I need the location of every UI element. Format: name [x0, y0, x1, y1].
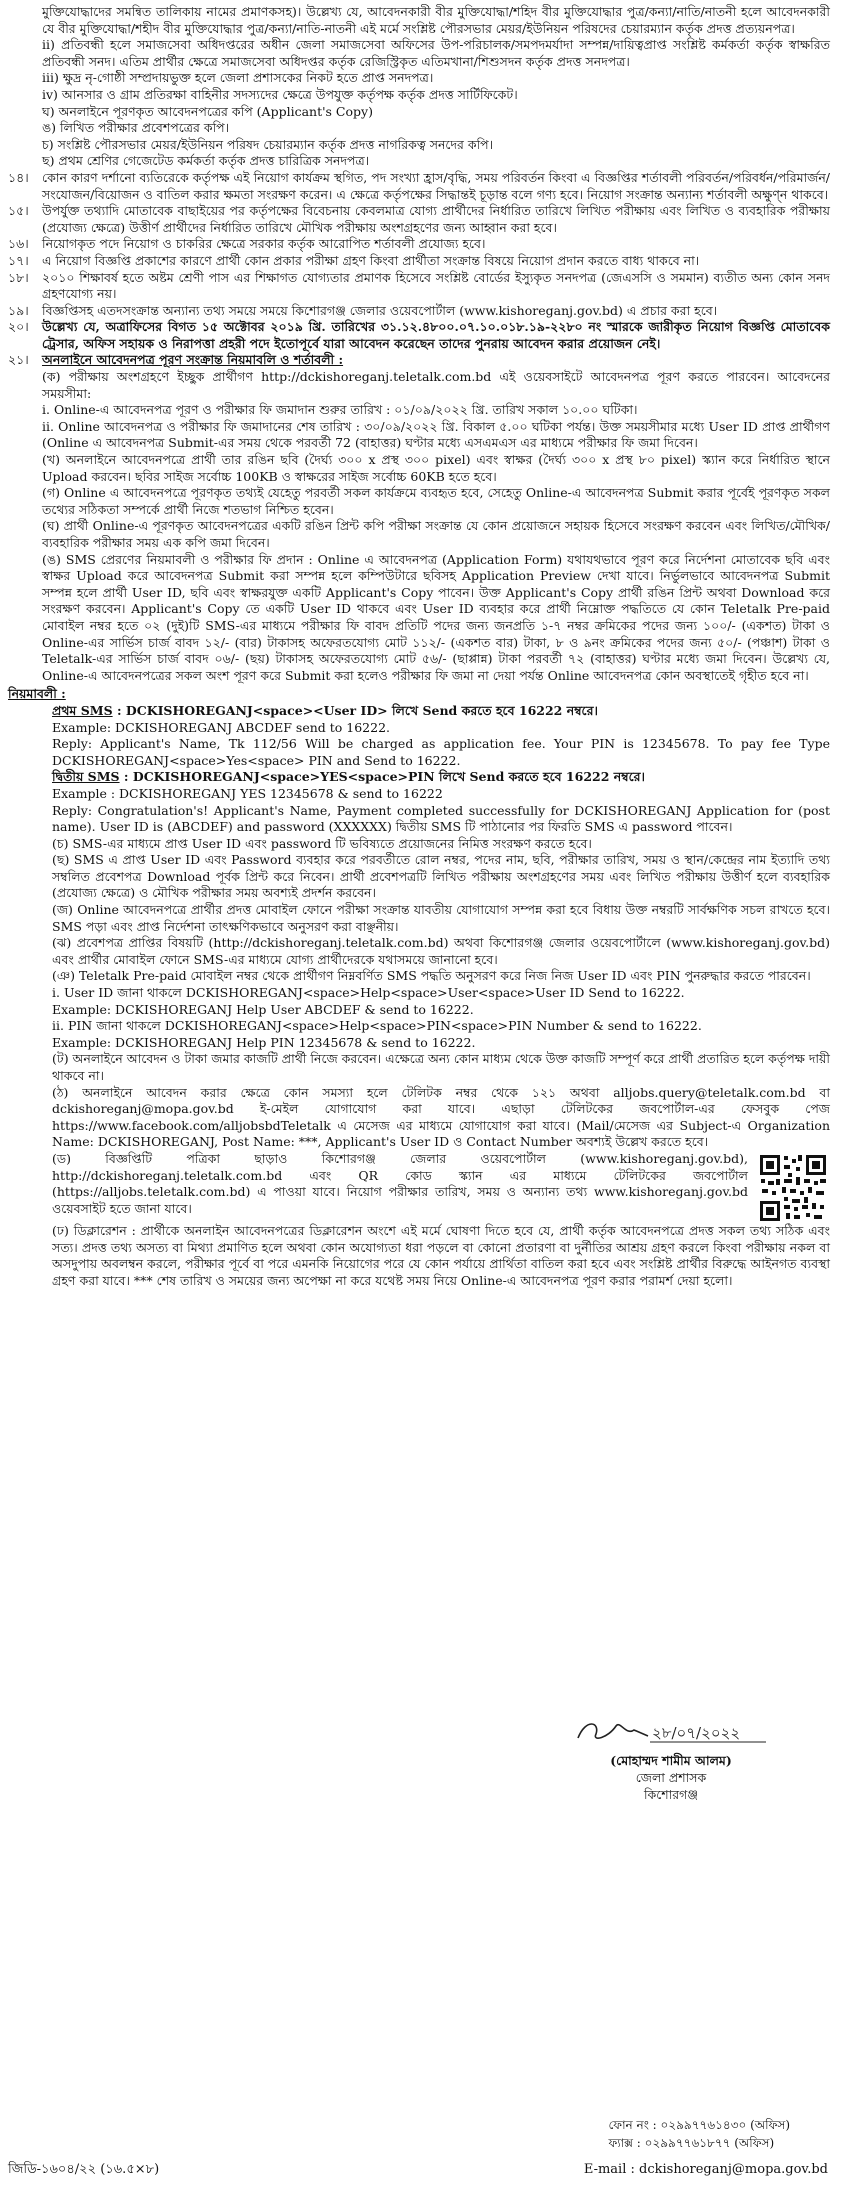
section-21 — [8, 352, 830, 684]
sms1-text: : DCKISHOREGANJ<space><User ID> লিখে Send করতে হবে 16222 নম্বরে। — [112, 702, 598, 718]
intro-items — [8, 37, 830, 170]
sms1-reply: Reply: Applicant's Name, Tk 112/56 Will be charged as application fee. Your PIN is 12345678. To pay fee Type DCKISHOREGANJ<space>Yes<space> PIN and Send to 16222. — [52, 736, 830, 768]
clause-14 — [8, 170, 830, 203]
signature-block — [556, 1708, 786, 1803]
section-21-ga: (গ) Online এ আবেদনপত্রে পূরণকৃত তথ্যই যেহেতু পরবর্তী সকল কার্যক্রমে ব্যবহৃত হবে, সেহেতু Online-এ আবেদনপত্র Submit করার পূর্বেই পূরণকৃত সকল তথ্যের সঠিকতা সম্পর্কে প্রার্থী নিজে শতভাগ নিশ্চিত হবেন। — [42, 485, 830, 517]
clause-19 — [8, 303, 830, 320]
signatory-designation: জেলা প্রশাসক — [635, 1770, 707, 1785]
sms2-line — [52, 769, 830, 786]
clause-text: এ নিয়োগ বিজ্ঞপ্তি প্রকাশের কারণে প্রার্থী কোন প্রকার পরীক্ষা গ্রহণ কিংবা প্রার্থীতা সংক্রান্ত বিষয়ে নিয়োগ প্রদান করতে বাধ্য থাকবে না। — [42, 252, 700, 268]
sms2-label: দ্বিতীয় SMS — [52, 769, 120, 785]
rule-tha: (ঠ) অনলাইনে আবেদন করার ক্ষেত্রে কোন সমস্যা হলে টেলিটক নম্বর থেকে ১২১ অথবা alljobs.query@teletalk.com.bd বা dckishoreganj@mopa.gov.bd ই-মেইল যোগাযোগ করা যাবে। এছাড়া টেলিটকের জবপোর্টাল-এর ফেসবুক পেজ https://www.facebook.com/alljobsbdTeletalk এ মেসেজ এর মাধ্যমে যোগাযোগ করা যাবে। (Mail/মেসেজ এর Subject-এ Organization Name: DCKISHOREGANJ, Post Name: ***, Applicant's User ID ও Contact Number অবশ্যই উল্লেখ করতে হবে। — [52, 1084, 830, 1150]
section-21-title: অনলাইনে আবেদনপত্র পূরণ সংক্রান্ত নিয়মাবলি ও শর্তাবলী : — [42, 352, 344, 368]
section-21-i: i. Online-এ আবেদনপত্র পূরণ ও পরীক্ষার ফি জমাদান শুরুর তারিখ : ০১/০৯/২০২২ খ্রি. তারিখ সকাল ১০.০০ ঘটিকা। — [42, 402, 638, 418]
rule-da: (ড) বিজ্ঞপ্তিটি পত্রিকা ছাড়াও কিশোরগঞ্জ জেলার ওয়েবপোর্টাল (www.kishoreganj.gov.bd), http://dckishoreganj.teletalk.com.bd এবং QR কোড স্ক্যান এর মাধ্যমে টেলিটকের জবপোর্টাল (https://alljobs.teletalk.com.bd) এ পাওয়া যাবে। নিয়োগ পরীক্ষার তারিখ, সময় ও অন্যান্য তথ্য www.kishoreganj.gov.bd ওয়েবসাইট হতে জানা যাবে। — [52, 1150, 748, 1216]
rule-r2-example: Example: DCKISHOREGANJ Help PIN 12345678 & send to 16222. — [52, 1034, 476, 1050]
clause-number: ১৯। — [8, 302, 29, 318]
intro-item: iv) আনসার ও গ্রাম প্রতিরক্ষা বাহিনীর সদস্যদের ক্ষেত্রে উপযুক্ত কর্তৃপক্ষ কর্তৃক প্রদত্ত সার্টিফিকেট। — [42, 86, 518, 102]
signature-date: ২৮/০৭/২০২২ — [652, 1724, 741, 1742]
section-21-umo: (ঙ) SMS প্রেরণের নিয়মাবলী ও পরীক্ষার ফি প্রদান : Online এ আবেদনপত্র (Application Form) যথাযথভাবে পূরণ করে নির্দেশনা মোতাবেক ছবি এবং স্বাক্ষর Upload করে আবেদনপত্র Submit করা সম্পন্ন হলে কম্পিউটারে ছবিসহ Application Preview দেখা যাবে। নির্ভুলভাবে আবেদনপত্র Submit সম্পন্ন হলে প্রার্থী User ID, ছবি এবং স্বাক্ষরযুক্ত একটি Applicant's Copy পাবেন। উক্ত Applicant's Copy প্রার্থী রঙিন প্রিন্ট অথবা Download করে সংরক্ষণ করবেন। Applicant's Copy তে একটি User ID থাকবে এবং User ID ব্যবহার করে প্রার্থী নিম্নোক্ত পদ্ধতিতে যে কোন Teletalk Pre-paid মোবাইল নম্বর হতে ০২ (দুই)টি SMS-এর মাধ্যমে পরীক্ষার ফি বাবদ প্রতিটি পদের জন্য জনপ্রতি ১-৭ নম্বর ক্রমিকের পদের জন্য ১০০/- (একশত) টাকা ও Online-এর সার্ভিস চার্জ বাবদ ১২/- (বার) টাকাসহ অফেরতযোগ্য মোট ১১২/- (একশত বার) টাকা, ৮ ও ৯নং ক্রমিকের পদের জন্য ৫০/- (পঞ্চাশ) টাকা ও Teletalk-এর সার্ভিস চার্জ বাবদ ০৬/- (ছয়) টাকাসহ অফেরতযোগ্য মোট ৫৬/- (ছাপ্পান্ন) টাকা পরবর্তী ৭২ (বাহাত্তর) ঘণ্টার মধ্যে জমা দিবেন। উল্লেখ্য যে, Online-এ আবেদনপত্রের সকল অংশ পূরণ করে Submit করা হলেও পরীক্ষার ফি জমা না দেয়া পর্যন্ত Online আবেদনপত্র কোন অবস্থাতেই গৃহীত হবে না। — [42, 551, 830, 683]
rule-cha: (চ) SMS-এর মাধ্যমে প্রাপ্ত User ID এবং password টি ভবিষ্যতে প্রয়োজনের নিমিত্ত সংরক্ষণ করতে হবে। — [52, 835, 592, 851]
sms1-example: Example: DCKISHOREGANJ ABCDEF send to 16222. — [52, 719, 391, 735]
sms1-line — [52, 703, 830, 720]
rule-r2: ii. PIN জানা থাকলে DCKISHOREGANJ<space>Help<space>PIN<space>PIN Number & send to 16222. — [52, 1018, 702, 1034]
rule-chha: (ছ) SMS এ প্রাপ্ত User ID এবং Password ব্যবহার করে পরবর্তীতে রোল নম্বর, পদের নাম, ছবি, পরীক্ষার তারিখ, সময় ও স্থান/কেন্দ্রের নাম ইত্যাদি তথ্য সম্বলিত প্রবেশপত্র Download পূর্বক প্রিন্ট করে নিবেন। প্রার্থী প্রবেশপত্রটি লিখিত পরীক্ষায় অংশগ্রহণের সময় এবং লিখিত পরীক্ষায় উত্তীর্ণ হলে ব্যবহারিক (প্রযোজ্য ক্ষেত্রে) ও মৌখিক পরীক্ষার সময় অবশ্যই প্রদর্শন করবেন। — [52, 852, 830, 901]
signatory-district: কিশোরগঞ্জ — [643, 1787, 699, 1802]
sms2-text: : DCKISHOREGANJ<space>YES<space>PIN লিখে Send করতে হবে 16222 নম্বরে। — [119, 769, 645, 785]
section-21-kha: (খ) অনলাইনে আবেদনপত্রে প্রার্থী তার রঙিন ছবি (দৈর্ঘ্য ৩০০ x প্রস্থ ৩০০ pixel) এবং স্বাক্ষর (দৈর্ঘ্য ৩০০ x প্রস্থ ৮০ pixel) স্ক্যান করে নির্ধারিত স্থানে Upload করবেন। ছবির সাইজ সর্বোচ্চ 100KB ও স্বাক্ষরের সাইজ সর্বোচ্চ 60KB হতে হবে। — [42, 452, 830, 484]
phone-number: ফোন নং : ০২৯৯৭৭৬১৪৩০ (অফিস) — [608, 2118, 790, 2132]
section-21-gha: (ঘ) প্রার্থী Online-এ পূরণকৃত আবেদনপত্রের একটি রঙিন প্রিন্ট কপি পরীক্ষা সংক্রান্ত যে কোন প্রয়োজনে সহায়ক হিসেবে সংরক্ষণ করবেন এবং লিখিত/মৌখিক/ব্যবহারিক পরীক্ষার সময় এক কপি জমা দিবেন। — [42, 518, 830, 550]
clause-text: ২০১০ শিক্ষাবর্ষ হতে অষ্টম শ্রেণী পাস এর শিক্ষাগত যোগ্যতার প্রমাণক হিসেবে সংশ্লিষ্ট বোর্ডের ইস্যুকৃত সনদপত্র (জেএসসি ও সমমান) ব্যতীত অন্য কোন সনদ গ্রহণযোগ্য নয়। — [42, 269, 830, 302]
intro-item: চ) সংশ্লিষ্ট পৌরসভার মেয়র/ইউনিয়ন পরিষদ চেয়ারম্যান কর্তৃক প্রদত্ত নাগরিকত্ব সনদের কপি। — [42, 136, 494, 152]
clause-16 — [8, 236, 830, 253]
section-21-ii: ii. Online আবেদনপত্র ও পরীক্ষার ফি জমাদানের শেষ তারিখ : ৩০/০৯/২০২২ খ্রি. বিকাল ৫.০০ ঘটিকা পর্যন্ত। উক্ত সময়সীমার মধ্যে User ID প্রাপ্ত প্রার্থীগণ (Online এ আবেদনপত্র Submit-এর সময় থেকে পরবর্তী 72 (বাহাত্তর) ঘণ্টার মধ্যে এসএমএস এর মাধ্যমে পরীক্ষার ফি জমা দিবেন। — [42, 418, 830, 451]
clause-20 — [8, 319, 830, 352]
rule-nio: (ঞ) Teletalk Pre-paid মোবাইল নম্বর থেকে প্রার্থীগণ নিম্নবর্ণিত SMS পদ্ধতি অনুসরণ করে নিজ নিজ User ID এবং PIN পুনরুদ্ধার করতে পারবেন। — [52, 968, 811, 984]
intro-item: ঙ) লিখিত পরীক্ষার প্রবেশপত্রের কপি। — [42, 120, 230, 136]
signature-icon — [556, 1708, 786, 1748]
sms2-reply: Reply: Congratulation's! Applicant's Name, Payment completed successfully for DCKISHOREGANJ Application for (post name). User ID is (ABCDEF) and password (XXXXXX) দ্বিতীয় SMS টি পাঠানোর পর ফিরতি SMS এ password পাবেন। — [52, 802, 830, 835]
clause-text: উপর্যুক্ত তথ্যাদি মোতাবেক বাছাইয়ের পর কর্তৃপক্ষের বিবেচনায় কেবলমাত্র যোগ্য প্রার্থীদের নির্ধারিত তারিখে লিখিত পরীক্ষায় এবং লিখিত ও ব্যবহারিক পরীক্ষায় (প্রযোজ্য ক্ষেত্রে) উত্তীর্ণ প্রার্থীদের নির্ধারিত তারিখে মৌখিক পরীক্ষায় অংশগ্রহণের জন্য আহ্বান করা হবে। — [42, 203, 830, 235]
signatory-name: (মোহাম্মদ শামীম আলম) — [610, 1753, 732, 1768]
qr-code-icon — [758, 1153, 828, 1223]
rule-dha: (ঢ) ডিক্লারেশন : প্রার্থীকে অনলাইন আবেদনপত্রের ডিক্লারেশন অংশে এই মর্মে ঘোষণা দিতে হবে যে, প্রার্থী কর্তৃক আবেদনপত্রে প্রদত্ত সকল তথ্য সঠিক এবং সত্য। প্রদত্ত তথ্য অসত্য বা মিথ্যা প্রমাণিত হলে অথবা কোন অযোগ্যতা ধরা পড়লে বা কোনো প্রতারণা বা দুর্নীতির আশ্রয় গ্রহণ করলে কিংবা পরীক্ষায় নকল বা অসদুপায় অবলম্বন করলে, পরীক্ষার পূর্বে বা পরে এমনকি নিয়োগের পরে যে কোন পর্যায়ে প্রার্থিতা বাতিল করা হবে এবং সংশ্লিষ্ট প্রার্থীর বিরুদ্ধে আইনগত ব্যবস্থা গ্রহণ করা যাবে। *** শেষ তারিখ ও সময়ের জন্য অপেক্ষা না করে যথেষ্ট সময় নিয়ে Online-এ আবেদনপত্র পূরণ করার পরামর্শ দেয়া হলো। — [52, 1222, 830, 1288]
clause-number: ১৪। — [8, 169, 29, 185]
clause-number: ১৮। — [8, 269, 29, 285]
intro-tail: মুক্তিযোদ্ধাদের সমন্বিত তালিকায় নামের প্রমাণকসহ)। উল্লেখ্য যে, আবেদনকারী বীর মুক্তিযোদ্ধা/শহিদ বীর মুক্তিযোদ্ধার পুত্র/কন্যা/নাতি/নাতনী হলে আবেদনকারী যে বীর মুক্তিযোদ্ধা/শহীদ বীর মুক্তিযোদ্ধার পুত্র/কন্যা/নাতি-নাতনী এই মর্মে সংশ্লিষ্ট পৌরসভার মেয়র/ইউনিয়ন পরিষদের চেয়ারম্যান কর্তৃক প্রদত্ত প্রত্যয়নপত্র। — [42, 4, 830, 36]
intro-item: ii) প্রতিবন্ধী হলে সমাজসেবা অধিদপ্তরের অধীন জেলা সমাজসেবা অফিসের উপ-পরিচালক/সমপদমর্যাদা সম্পন্ন/দায়িত্বপ্রাপ্ত সংশ্লিষ্ট কর্মকর্তা কর্তৃক স্বাক্ষরিত প্রতিবন্ধী সনদ। এতিম প্রার্থীর ক্ষেত্রে সমাজসেবা অধিদপ্তর কর্তৃক রেজিস্ট্রিকৃত এতিমখানা/শিশুসদন কর্তৃক প্রদত্ত সনদপত্র। — [42, 37, 830, 69]
clause-17 — [8, 253, 830, 270]
clause-number: ২১। — [8, 352, 29, 368]
gd-code: জিডি-১৬০৪/২২ (১৬.৫×৮) — [8, 2162, 160, 2177]
intro-item: ঘ) অনলাইনে পূরণকৃত আবেদনপত্রের কপি (Applicant's Copy) — [42, 103, 373, 119]
clause-number: ২০। — [8, 319, 29, 335]
rule-r1-example: Example: DCKISHOREGANJ Help User ABCDEF & send to 16222. — [52, 1001, 474, 1017]
clauses — [8, 170, 830, 353]
intro-item: iii) ক্ষুদ্র নৃ-গোষ্ঠী সম্প্রদায়ভুক্ত হলে জেলা প্রশাসকের নিকট হতে প্রাপ্ত সনদপত্র। — [42, 70, 434, 86]
clause-number: ১৬। — [8, 236, 29, 252]
section-21-ka: (ক) পরীক্ষায় অংশগ্রহণে ইচ্ছুক প্রার্থীগণ http://dckishoreganj.teletalk.com.bd এই ওয়েবসাইটে আবেদনপত্র পূরণ করতে পারবেন। আবেদনের সময়সীমা: — [42, 369, 830, 401]
clause-18 — [8, 270, 830, 303]
clause-text: উল্লেখ্য যে, অত্রাফিসের বিগত ১৫ অক্টোবর ২০১৯ খ্রি. তারিখের ৩১.১২.৪৮০০.০৭.১০.০১৮.১৯-২২৮০ নং স্মারকে জারীকৃত নিয়োগ বিজ্ঞপ্তি মোতাবেক ট্রেসার, অফিস সহায়ক ও নিরাপত্তা প্রহরী পদে ইতোপূর্বে যারা আবেদন করেছেন তাদের পুনরায় আবেদন করার প্রয়োজন নেই। — [42, 319, 830, 351]
footer — [8, 2162, 828, 2179]
clause-number: ১৫। — [8, 203, 29, 219]
sms1-label: প্রথম SMS — [52, 702, 113, 718]
rule-r1: i. User ID জানা থাকলে DCKISHOREGANJ<space>Help<space>User<space>User ID Send to 16222. — [52, 985, 685, 1001]
rules-heading: নিয়মাবলী : — [8, 686, 66, 702]
rule-jha: (ঝ) প্রবেশপত্র প্রাপ্তির বিষয়টি (http://dckishoreganj.teletalk.com.bd) অথবা কিশোরগঞ্জ জেলার ওয়েবপোর্টালে (www.kishoreganj.gov.bd) এবং প্রার্থীর মোবাইল ফোনে SMS-এর মাধ্যমে যোগ্য প্রার্থীদেরকে যথাসময়ে জানানো হবে। — [52, 935, 830, 967]
clause-text: নিয়োগকৃত পদে নিয়োগ ও চাকরির ক্ষেত্রে সরকার কর্তৃক আরোপিত শর্তাবলী প্রযোজ্য হবে। — [42, 236, 486, 252]
rule-ja: (জ) Online আবেদনপত্রে প্রার্থীর প্রদত্ত মোবাইল ফোনে পরীক্ষা সংক্রান্ত যাবতীয় যোগাযোগ সম্পন্ন করা হবে বিধায় উক্ত নম্বরটি সার্বক্ষণিক সচল রাখতে হবে। SMS পড়া এবং প্রাপ্ত নির্দেশনা তাৎক্ষণিকভাবে অনুসরণ করা বাঞ্ছনীয়। — [52, 902, 830, 934]
clause-number: ১৭। — [8, 252, 29, 268]
contact-block — [608, 2116, 790, 2152]
fax-number: ফ্যাক্স : ০২৯৯৭৭৬১৮৭৭ (অফিস) — [608, 2136, 775, 2150]
intro-item: ছ) প্রথম শ্রেণির গেজেটেড কর্মকর্তা কর্তৃক প্রদত্ত চারিত্রিক সনদপত্র। — [42, 153, 370, 169]
clause-15 — [8, 203, 830, 236]
rule-da-with-qr — [52, 1151, 830, 1223]
sms2-example: Example : DCKISHOREGANJ YES 12345678 & send to 16222 — [52, 785, 443, 801]
rule-ta: (ট) অনলাইনে আবেদন ও টাকা জমার কাজটি প্রার্থী নিজে করবেন। এক্ষেত্রে অন্য কোন মাধ্যম থেকে উক্ত কাজটি সম্পূর্ণ করে প্রার্থী প্রতারিত হলে কর্তৃপক্ষ দায়ী থাকবে না। — [52, 1051, 830, 1083]
footer-email: E-mail : dckishoreganj@mopa.gov.bd — [583, 2162, 828, 2177]
rules-body — [8, 703, 830, 1289]
clause-text: কোন কারণ দর্শানো ব্যতিরেকে কর্তৃপক্ষ এই নিয়োগ কার্যক্রম স্থগিত, পদ সংখ্যা হ্রাস/বৃদ্ধি, সময় পরিবর্তন কিংবা এ বিজ্ঞপ্তির শর্তাবলী পরিবর্তন/পরিবর্ধন/পরিমার্জন/সংযোজন/বিয়োজন ও বাতিল করার ক্ষমতা সংরক্ষণ করেন। এ ক্ষেত্রে কর্তৃপক্ষের সিদ্ধান্তই চূড়ান্ত বলে গণ্য হবে। নিয়োগ সংক্রান্ত অন্যান্য শর্তাবলী অক্ষুণ্ন থাকবে। — [42, 169, 830, 202]
clause-text: বিজ্ঞপ্তিসহ এতদসংক্রান্ত অন্যান্য তথ্য সময়ে সময়ে কিশোরগঞ্জ জেলার ওয়েবপোর্টাল (www.kishoreganj.gov.bd) এ প্রচার করা হবে। — [42, 302, 718, 318]
